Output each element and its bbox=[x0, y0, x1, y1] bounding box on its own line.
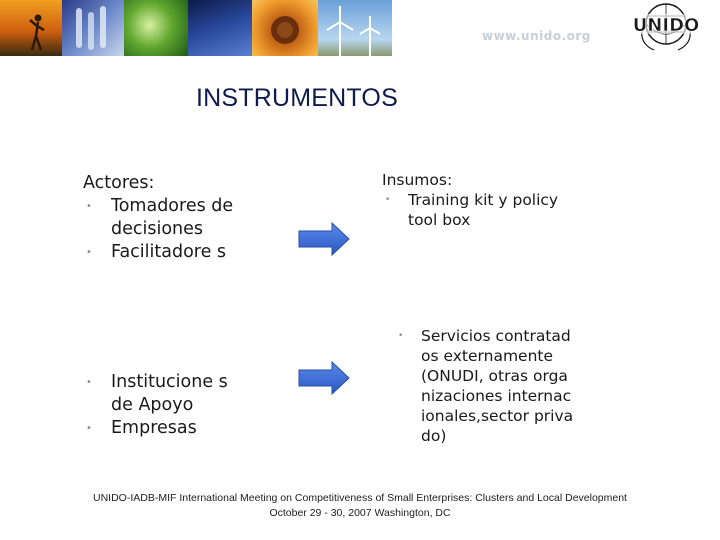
photo-green-sprout bbox=[124, 0, 188, 56]
list-item bbox=[83, 417, 243, 440]
footer-event-title: UNIDO-IADB-MIF International Meeting on Competitiveness of Small Enterprises: Clusters and Local Development bbox=[93, 492, 627, 504]
photo-blue-technology bbox=[188, 0, 252, 56]
lower-actors-block bbox=[83, 371, 243, 440]
list-item bbox=[382, 190, 582, 230]
logo-text: UNIDO bbox=[632, 15, 700, 36]
header-banner bbox=[0, 0, 720, 56]
photo-strip bbox=[0, 0, 392, 56]
lower-item-label: Empresas bbox=[111, 418, 197, 438]
photo-wind-turbines bbox=[318, 0, 392, 56]
page-title: INSTRUMENTOS bbox=[196, 84, 398, 112]
footer-date-location: October 29 - 30, 2007 Washington, DC bbox=[269, 507, 451, 519]
right-arrow-icon bbox=[298, 222, 350, 256]
photo-lab-tubes bbox=[62, 0, 124, 56]
bullet-icon: • bbox=[86, 247, 92, 258]
servicios-item-label: Servicios contratados externamente (ONUDI, otras organizaciones internacionales,sector privado) bbox=[421, 327, 574, 445]
photo-sunset-child bbox=[0, 0, 62, 56]
actores-item-label: Facilitadore s bbox=[111, 242, 227, 262]
insumos-item-label: Training kit y policy tool box bbox=[408, 191, 559, 229]
right-arrow-icon bbox=[298, 361, 350, 395]
photo-sunflower bbox=[252, 0, 318, 56]
servicios-block bbox=[395, 326, 575, 446]
bullet-icon: • bbox=[398, 331, 404, 341]
actores-item-label: Tomadores de decisiones bbox=[111, 196, 234, 239]
actores-block bbox=[83, 172, 253, 264]
actores-heading: Actores: bbox=[83, 173, 155, 193]
bullet-icon: • bbox=[86, 377, 92, 388]
insumos-block bbox=[382, 170, 582, 230]
list-item bbox=[83, 371, 243, 417]
child-silhouette-icon bbox=[0, 0, 62, 56]
wind-turbine-icon bbox=[318, 0, 392, 56]
insumos-heading: Insumos: bbox=[382, 171, 453, 189]
unido-logo bbox=[632, 0, 700, 56]
lower-item-label: Institucione s de Apoyo bbox=[111, 372, 228, 415]
list-item bbox=[395, 326, 575, 446]
list-item bbox=[83, 195, 253, 241]
bullet-icon: • bbox=[385, 195, 391, 205]
bullet-icon: • bbox=[86, 423, 92, 434]
website-url: www.unido.org bbox=[482, 29, 591, 43]
list-item bbox=[83, 241, 253, 264]
sunflower-icon bbox=[252, 0, 318, 56]
bullet-icon: • bbox=[86, 201, 92, 212]
test-tubes-icon bbox=[62, 0, 124, 56]
